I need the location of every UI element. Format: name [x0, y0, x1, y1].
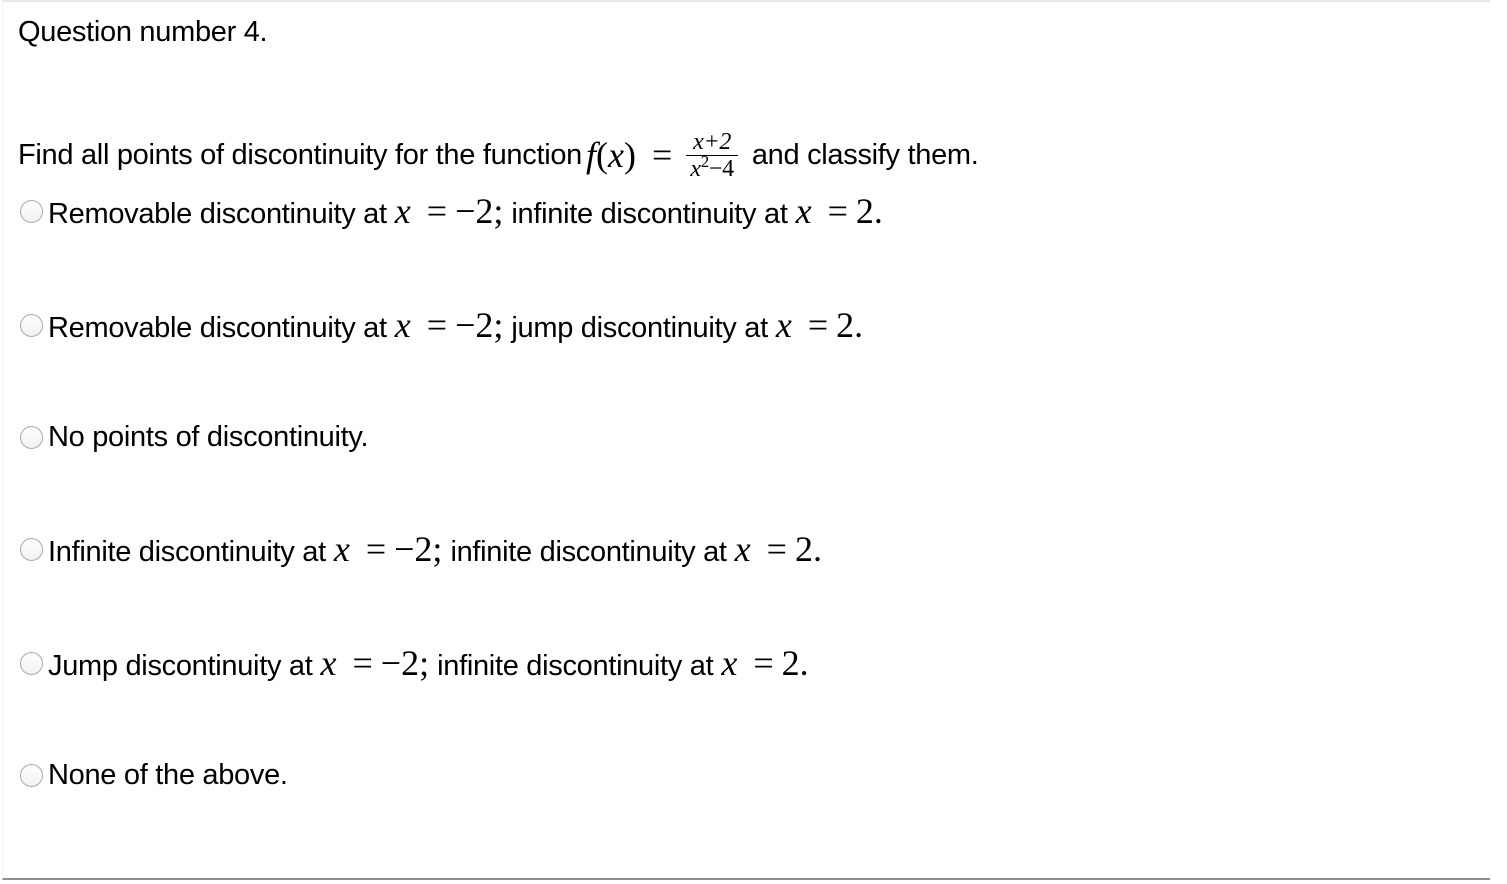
question-title: Question number 4.: [18, 16, 268, 48]
equals-sign: =: [652, 135, 673, 175]
option-label: None of the above.: [48, 758, 288, 791]
answer-option-1[interactable]: [20, 191, 883, 231]
option-label: Infinite discontinuity at x = −2; infinite discontinuity at x = 2.: [48, 529, 822, 569]
option-label: Removable discontinuity at x = −2; infinite discontinuity at x = 2.: [48, 191, 883, 231]
fraction-numerator: x+2: [693, 128, 732, 155]
answer-option-6[interactable]: [20, 755, 288, 795]
question-prompt: [18, 122, 979, 188]
answer-option-2[interactable]: [20, 305, 863, 345]
option-label: Jump discontinuity at x = −2; infinite discontinuity at x = 2.: [48, 643, 809, 683]
function-var: x: [608, 135, 625, 175]
radio-button[interactable]: [20, 652, 43, 675]
radio-button[interactable]: [20, 426, 43, 449]
answer-option-3[interactable]: [20, 417, 368, 457]
prompt-text-after: and classify them.: [751, 138, 979, 171]
answer-option-4[interactable]: [20, 529, 822, 569]
paren-open: (: [596, 135, 609, 175]
radio-button[interactable]: [20, 764, 43, 787]
fraction: [686, 129, 738, 182]
function-expression: [586, 134, 672, 176]
radio-button[interactable]: [20, 200, 43, 223]
option-label: Removable discontinuity at x = −2; jump discontinuity at x = 2.: [48, 305, 864, 345]
answer-option-5[interactable]: [20, 643, 809, 683]
radio-button[interactable]: [20, 314, 43, 337]
option-label: No points of discontinuity.: [48, 420, 369, 453]
paren-close: ): [624, 135, 637, 175]
prompt-text-before: Find all points of discontinuity for the function: [18, 138, 583, 171]
function-name: f: [586, 135, 597, 175]
fraction-denominator: $x^2-4$: [686, 155, 738, 182]
radio-button[interactable]: [20, 538, 43, 561]
